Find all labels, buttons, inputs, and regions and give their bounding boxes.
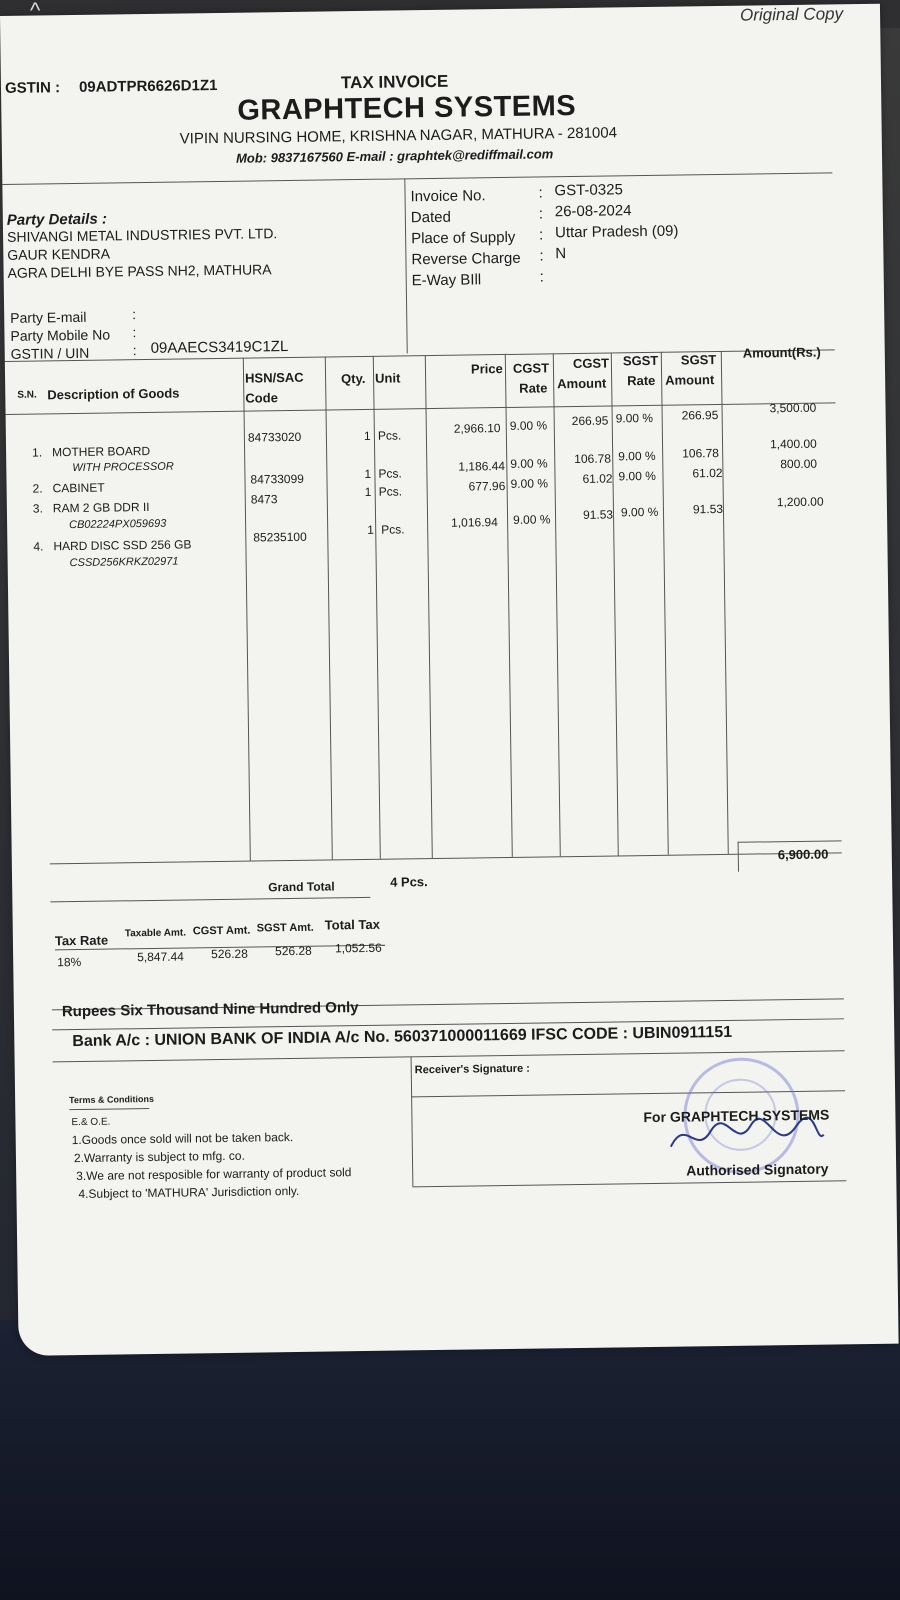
dated-label: Dated: [410, 208, 452, 227]
terms-item-2: 2.Warranty is subject to mfg. co.: [73, 1148, 245, 1166]
terms-item-4: 4.Subject to 'MATHURA' Jurisdiction only.: [78, 1183, 300, 1202]
row-cgst-rate: 9.00 %: [510, 456, 548, 471]
invoice-paper: [0, 4, 899, 1356]
row-price: 2,966.10: [453, 421, 501, 436]
signature-divider: [411, 1056, 414, 1186]
row-amount: 1,200.00: [776, 494, 824, 510]
party-heading: Party Details :: [6, 210, 108, 229]
col-divider-qty: [325, 356, 333, 859]
header-hsn: HSN/SAC: [244, 369, 304, 386]
party-mobile-label: Party Mobile No: [10, 326, 111, 344]
row-sub-description: WITH PROCESSOR: [72, 460, 174, 475]
invoice-date: 26-08-2024: [554, 202, 632, 221]
row-hsn: 85235100: [253, 529, 307, 545]
row-qty: 1: [367, 522, 374, 537]
row-sn: 4.: [33, 539, 44, 554]
row-sgst-rate: 9.00 %: [618, 468, 656, 484]
header-unit: Unit: [374, 370, 401, 386]
document-title: TAX INVOICE: [340, 71, 449, 93]
col-divider-amount: [721, 351, 729, 854]
grand-total-box-left: [738, 842, 739, 872]
header-cgst-amount: CGST: [572, 355, 610, 372]
tax-rate-label: Tax Rate: [54, 932, 109, 949]
colon: :: [538, 205, 544, 223]
for-company-label: For GRAPHTECH SYSTEMS: [643, 1106, 830, 1126]
row-sub-description: CB02224PX059693: [69, 517, 167, 532]
tax-rate: 18%: [57, 954, 82, 970]
copy-label: Original Copy: [739, 4, 844, 25]
footer-bottom-border: [412, 1180, 846, 1187]
row-amount: 3,500.00: [769, 400, 817, 416]
header-sn: S.N.: [17, 389, 37, 401]
place-of-supply: Uttar Pradesh (09): [554, 222, 679, 242]
supply-label: Place of Supply: [411, 228, 516, 248]
row-qty: 1: [364, 466, 372, 481]
terms-heading: Terms & Conditions: [69, 1093, 155, 1106]
row-sgst-rate: 9.00 %: [615, 410, 654, 426]
row-description: MOTHER BOARD: [51, 443, 151, 460]
header-hsn-code: Code: [245, 390, 278, 406]
company-contact: Mob: 9837167560 E-mail : graphtek@rediffmail.com: [235, 146, 554, 166]
row-sgst-amount: 266.95: [681, 408, 719, 423]
row-cgst-amount: 61.02: [582, 471, 613, 486]
grand-total-qty: 4 Pcs.: [390, 874, 428, 890]
header-description: Description of Goods: [47, 385, 180, 403]
row-amount: 1,400.00: [769, 436, 817, 452]
invoice-no: GST-0325: [554, 181, 623, 200]
header-sgst-amount-sub: Amount: [665, 372, 715, 388]
eway-bill-label: E-Way BIll: [411, 271, 482, 290]
row-description: CABINET: [52, 480, 105, 496]
col-divider-price: [425, 355, 433, 858]
header-qty: Qty.: [340, 370, 366, 387]
terms-eoe: E.& O.E.: [71, 1116, 111, 1129]
colon: :: [538, 184, 543, 202]
reverse-charge: N: [555, 245, 567, 263]
row-price: 1,186.44: [458, 458, 506, 474]
colon: :: [538, 226, 544, 244]
party-mobile-colon: :: [132, 324, 137, 341]
row-sgst-amount: 61.02: [692, 465, 723, 481]
seller-gstin-label: GSTIN :: [4, 79, 61, 97]
grand-total-underline: [50, 897, 370, 902]
row-qty: 1: [363, 428, 371, 443]
party-gstin-label: GSTIN / UIN: [10, 344, 90, 362]
row-cgst-rate: 9.00 %: [509, 418, 548, 433]
reverse-charge-label: Reverse Charge: [411, 249, 521, 269]
party-name: SHIVANGI METAL INDUSTRIES PVT. LTD.: [6, 225, 278, 245]
row-price: 1,016.94: [451, 515, 498, 530]
invoice-no-label: Invoice No.: [410, 187, 486, 206]
taxable-amount-label: Taxable Amt.: [124, 927, 187, 940]
row-cgst-amount: 91.53: [582, 507, 614, 522]
header-cgst-rate: CGST: [512, 360, 550, 376]
row-sn: 3.: [32, 501, 43, 516]
row-price: 677.96: [468, 478, 506, 494]
grand-total-label: Grand Total: [268, 879, 335, 895]
header-cgst-amount-sub: Amount: [557, 375, 607, 392]
row-sgst-rate: 9.00 %: [618, 448, 656, 464]
row-sgst-rate: 9.00 %: [620, 504, 659, 520]
row-unit: Pcs.: [381, 522, 405, 537]
row-cgst-rate: 9.00 %: [512, 512, 551, 527]
row-qty: 1: [364, 484, 372, 499]
grand-total-amount: 6,900.00: [777, 846, 829, 863]
party-email-colon: :: [132, 306, 137, 323]
total-tax: 1,052.56: [334, 940, 382, 956]
taxable-amount: 5,847.44: [137, 949, 184, 965]
receiver-signature-label: Receiver's Signature :: [414, 1062, 530, 1077]
amount-in-words: Rupees Six Thousand Nine Hundred Only: [61, 999, 359, 1021]
party-address-1: GAUR KENDRA: [7, 245, 111, 263]
header-cgst-rate-sub: Rate: [519, 380, 548, 396]
terms-heading-underline: [69, 1108, 149, 1110]
terms-item-3: 3.We are not resposible for warranty of product sold: [76, 1165, 352, 1184]
party-divider: [404, 178, 407, 353]
sgst-amount-label: SGST Amt.: [256, 921, 314, 935]
party-gstin-colon: :: [132, 342, 137, 359]
header-sgst-rate-sub: Rate: [627, 372, 656, 389]
total-tax-label: Total Tax: [324, 916, 380, 933]
row-unit: Pcs.: [377, 428, 402, 443]
header-divider: [2, 172, 832, 185]
row-sub-description: CSSD256KRKZ02971: [69, 555, 179, 570]
party-gstin: 09AAECS3419C1ZL: [150, 338, 289, 357]
row-cgst-rate: 9.00 %: [510, 476, 549, 491]
row-sn: 1.: [32, 445, 43, 460]
row-cgst-amount: 106.78: [574, 451, 612, 467]
sgst-total: 526.28: [274, 943, 312, 959]
chevron-up-icon: ^: [30, 0, 41, 23]
colon: :: [539, 247, 544, 265]
cgst-amount-label: CGST Amt.: [192, 924, 251, 938]
col-divider-sgst-amt: [661, 352, 669, 855]
header-sgst-rate: SGST: [622, 352, 659, 369]
colon: :: [539, 268, 544, 286]
authorised-signatory: Authorised Signatory: [686, 1160, 829, 1179]
row-amount: 800.00: [780, 456, 818, 472]
row-sn: 2.: [32, 481, 43, 496]
party-address-2: AGRA DELHI BYE PASS NH2, MATHURA: [7, 261, 272, 281]
bank-details: Bank A/c : UNION BANK OF INDIA A/c No. 560371000011669 IFSC CODE : UBIN0911151: [72, 1023, 733, 1051]
row-sgst-amount: 91.53: [692, 501, 724, 517]
cgst-total: 526.28: [211, 946, 248, 962]
grand-total-box-top: [738, 840, 842, 842]
row-hsn: 84733099: [250, 471, 304, 487]
seller-gstin: 09ADTPR6626D1Z1: [78, 76, 218, 96]
row-unit: Pcs.: [378, 484, 403, 499]
row-unit: Pcs.: [378, 466, 402, 481]
row-hsn: 84733020: [247, 429, 302, 445]
col-divider-cgst-amt: [553, 353, 561, 856]
row-description: HARD DISC SSD 256 GB: [53, 537, 192, 554]
company-name: GRAPHTECH SYSTEMS: [237, 89, 577, 127]
company-address: VIPIN NURSING HOME, KRISHNA NAGAR, MATHURA - 281004: [179, 124, 618, 148]
terms-item-1: 1.Goods once sold will not be taken back.: [71, 1130, 294, 1148]
header-price: Price: [470, 361, 503, 377]
col-divider-sgst-rate: [611, 352, 619, 855]
row-cgst-amount: 266.95: [571, 413, 609, 429]
party-email-label: Party E-mail: [10, 308, 87, 326]
row-description: RAM 2 GB DDR II: [52, 499, 150, 516]
table-bottom-border: [50, 852, 842, 864]
header-amount: Amount(Rs.): [742, 344, 821, 361]
row-sgst-amount: 106.78: [682, 446, 719, 461]
header-sgst-amount: SGST: [680, 352, 717, 368]
photo-background-bottom: [0, 1320, 900, 1600]
row-hsn: 8473: [250, 492, 278, 507]
